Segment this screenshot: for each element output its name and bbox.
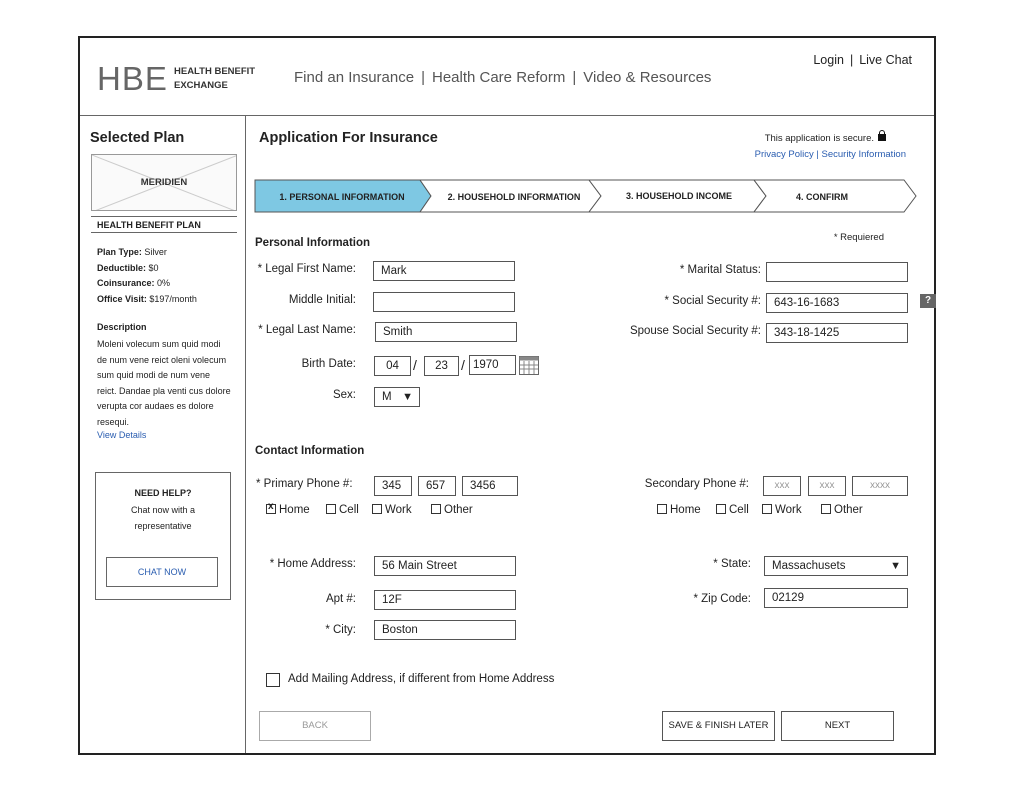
secondary-phone-prefix-field[interactable]: xxx: [808, 476, 846, 496]
secondary-phone-line-field[interactable]: xxxx: [852, 476, 908, 496]
middle-initial-field[interactable]: [373, 292, 515, 312]
personal-info-heading: Personal Information: [255, 237, 371, 249]
mailing-address-label: Add Mailing Address, if different from Home Address: [288, 673, 555, 685]
nav-separator: |: [421, 69, 425, 86]
checkbox-icon: [372, 504, 382, 514]
date-separator: /: [413, 357, 417, 373]
help-box: [95, 472, 231, 600]
nav-separator: |: [572, 69, 577, 86]
secondary-work-checkbox[interactable]: Work: [762, 504, 802, 516]
secondary-phone-area-field[interactable]: xxx: [763, 476, 801, 496]
step-household-income[interactable]: [589, 180, 766, 212]
help-text: Chat now with a representative: [130, 505, 196, 531]
plan-details: [97, 245, 197, 307]
secure-notice: This application is secure.: [765, 133, 886, 144]
birth-day-field[interactable]: 23: [424, 356, 459, 376]
live-chat-link[interactable]: Live Chat: [859, 53, 912, 67]
city-field[interactable]: Boston: [374, 620, 516, 640]
spouse-ssn-label: Spouse Social Security #:: [629, 325, 761, 337]
home-address-field[interactable]: 56 Main Street: [374, 556, 516, 576]
plan-deductible: Deductible: $0: [97, 262, 159, 273]
birth-year-field[interactable]: 1970: [469, 355, 516, 375]
primary-phone-area-field[interactable]: 345: [374, 476, 412, 496]
city-label: * City:: [325, 624, 356, 636]
top-nav: [294, 69, 711, 86]
checkbox-icon: [326, 504, 336, 514]
nav-health-care-reform[interactable]: Health Care Reform: [431, 69, 566, 86]
step-personal-information[interactable]: [255, 180, 431, 212]
first-name-field[interactable]: Mark: [373, 261, 515, 281]
description-title: Description: [97, 322, 147, 332]
marital-status-label: * Marital Status:: [679, 264, 761, 276]
sex-select[interactable]: M ▼: [374, 387, 420, 407]
zip-label: * Zip Code:: [693, 593, 751, 605]
nav-video-resources[interactable]: Video & Resources: [583, 69, 712, 86]
page-title: Application For Insurance: [259, 130, 438, 146]
save-finish-later-button[interactable]: SAVE & FINISH LATER: [662, 711, 775, 741]
primary-cell-checkbox[interactable]: Cell: [326, 504, 359, 516]
ssn-field[interactable]: 643-16-1683: [766, 293, 908, 313]
calendar-icon[interactable]: [519, 356, 539, 375]
privacy-policy-link[interactable]: Privacy Policy: [754, 149, 814, 160]
marital-status-field[interactable]: [766, 262, 908, 282]
primary-home-checkbox[interactable]: xHome: [266, 504, 310, 516]
back-button[interactable]: BACK: [259, 711, 371, 741]
state-select[interactable]: Massachusets ▼: [764, 556, 908, 576]
secondary-home-checkbox[interactable]: Home: [657, 504, 701, 516]
birth-month-field[interactable]: 04: [374, 356, 411, 376]
first-name-label: * Legal First Name:: [257, 263, 356, 275]
contact-info-heading: Contact Information: [255, 445, 365, 457]
last-name-label: * Legal Last Name:: [258, 324, 356, 336]
secondary-phone-label: Secondary Phone #:: [644, 478, 749, 490]
sidebar: [80, 116, 246, 753]
step-confirm[interactable]: [754, 180, 916, 212]
site-header: [80, 38, 934, 116]
help-title: NEED HELP?: [134, 488, 192, 498]
step-household-information[interactable]: [420, 180, 601, 212]
chat-now-button[interactable]: CHAT NOW: [106, 557, 218, 587]
login-link[interactable]: Login: [813, 53, 844, 67]
last-name-field[interactable]: Smith: [375, 322, 517, 342]
sex-label: Sex:: [332, 389, 356, 401]
progress-steps: [254, 178, 924, 219]
home-address-label: * Home Address:: [269, 558, 356, 570]
primary-phone-line-field[interactable]: 3456: [462, 476, 518, 496]
logo-subtitle: HEALTH BENEFIT EXCHANGE: [174, 66, 256, 91]
svg-text:4. CONFIRM: 4. CONFIRM: [795, 192, 849, 202]
state-label: * State:: [713, 558, 751, 570]
main-content: [246, 116, 934, 753]
next-button[interactable]: NEXT: [781, 711, 894, 741]
required-note: * Requiered: [833, 232, 884, 243]
page-frame: [78, 36, 936, 755]
primary-phone-label: * Primary Phone #:: [256, 478, 353, 490]
checkbox-icon: [266, 504, 276, 514]
logo[interactable]: HBE: [97, 60, 168, 97]
lock-icon: [878, 134, 886, 141]
description-text: Moleni volecum sum quid modi de num vene reict oleni volecum sum quid modi de num vene reict. Dandae pla venti cus dolore verupta cor audaes es dolore resequi.: [97, 339, 231, 427]
mailing-address-checkbox[interactable]: [266, 673, 280, 687]
account-links: Login | Live Chat: [813, 53, 912, 67]
ssn-label: * Social Security #:: [664, 295, 761, 307]
secondary-cell-checkbox[interactable]: Cell: [716, 504, 749, 516]
plan-image-placeholder: [91, 154, 237, 211]
sidebar-title: Selected Plan: [90, 130, 185, 146]
svg-text:3. HOUSEHOLD INCOME: 3. HOUSEHOLD INCOME: [625, 191, 733, 201]
apt-field[interactable]: 12F: [374, 590, 516, 610]
primary-phone-prefix-field[interactable]: 657: [418, 476, 456, 496]
date-separator: /: [461, 357, 465, 373]
nav-find-insurance[interactable]: Find an Insurance: [294, 69, 415, 86]
plan-type: Plan Type: Silver: [97, 247, 167, 257]
view-details-link[interactable]: View Details: [97, 430, 147, 440]
plan-image-label: MERIDIEN: [140, 177, 188, 188]
checkbox-icon: [431, 504, 441, 514]
dropdown-arrow-icon: ▼: [402, 391, 413, 403]
primary-other-checkbox[interactable]: Other: [431, 504, 473, 516]
help-question-icon[interactable]: ?: [920, 294, 936, 308]
svg-text:1. PERSONAL INFORMATION: 1. PERSONAL INFORMATION: [279, 192, 405, 202]
plan-coinsurance: Coinsurance: 0%: [97, 278, 171, 288]
dropdown-arrow-icon: ▼: [890, 560, 901, 572]
apt-label: Apt #:: [325, 593, 356, 605]
middle-initial-label: Middle Initial:: [288, 294, 356, 306]
birth-date-label: Birth Date:: [301, 358, 356, 370]
svg-text:2. HOUSEHOLD INFORMATION: 2. HOUSEHOLD INFORMATION: [447, 192, 581, 202]
zip-field[interactable]: 02129: [764, 588, 908, 608]
checkbox-icon: [762, 504, 772, 514]
spouse-ssn-field[interactable]: 343-18-1425: [766, 323, 908, 343]
secondary-other-checkbox[interactable]: Other: [821, 504, 863, 516]
checkbox-icon: [657, 504, 667, 514]
primary-work-checkbox[interactable]: Work: [372, 504, 412, 516]
security-information-link[interactable]: Security Information: [821, 149, 906, 160]
checkbox-icon: [821, 504, 831, 514]
plan-name: HEALTH BENEFIT PLAN: [91, 216, 237, 233]
policy-links: Privacy Policy | Security Information: [754, 149, 906, 160]
plan-office-visit: Office Visit: $197/month: [97, 293, 197, 304]
checkbox-icon: [716, 504, 726, 514]
